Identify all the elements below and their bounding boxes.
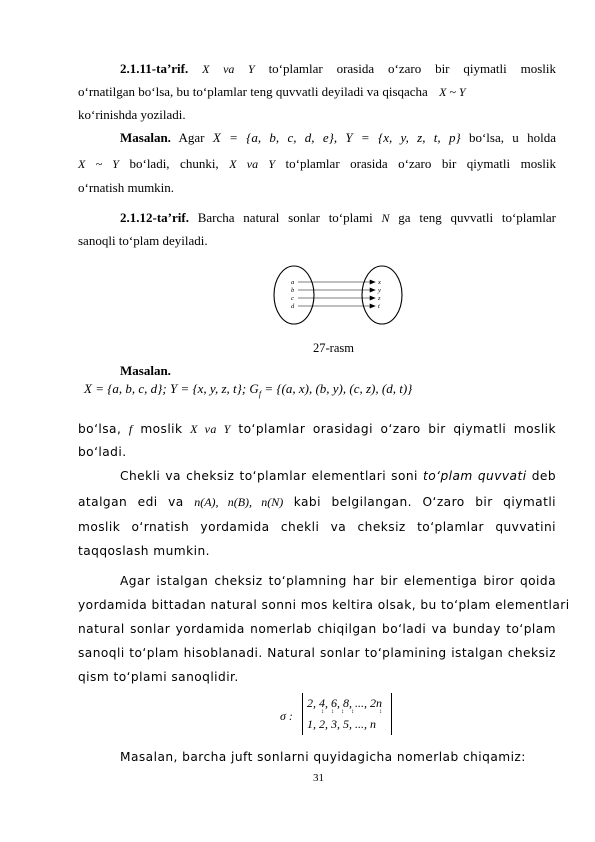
definition-term: 2.1.12-ta’rif. xyxy=(120,210,189,225)
sigma-label: σ : xyxy=(280,709,293,723)
paragraph-4-line-5: qism to‘plami sanoqlidir. xyxy=(78,670,239,684)
paragraph-4-line-1: Agar istalgan cheksiz to‘plamning har bir elementiga biror qoida xyxy=(120,574,556,588)
math-x-va-y: X va Y xyxy=(202,62,255,76)
math-n: N xyxy=(381,211,390,225)
text: bo‘ladi, chunki, xyxy=(129,156,219,171)
text: kabi belgilangan. O‘zaro bir qiymatli xyxy=(293,495,556,509)
example-label: Masalan. xyxy=(120,363,171,378)
text: Agar xyxy=(178,130,205,145)
definition-2-1-11-line-1 xyxy=(120,61,556,77)
text: ga teng quvvatli to‘plamlar xyxy=(398,210,556,225)
definition-2-1-12-line-1 xyxy=(120,210,556,226)
left-label-c: c xyxy=(291,295,294,302)
text: to‘plamlar orasida o‘zaro bir qiymatli moslik xyxy=(285,156,557,171)
text: Barcha natural sonlar to‘plami xyxy=(197,210,373,225)
text: u xyxy=(512,130,519,145)
paragraph-3-line-4: taqqoslash mumkin. xyxy=(78,544,210,558)
right-label-y: y xyxy=(378,287,381,294)
paragraph-4-line-3: natural sonlar yordamida nomerlab chiqilgan bo‘ladi va bunday to‘plam xyxy=(78,622,556,636)
definition-2-1-11-line-3: ko‘rinishda yoziladi. xyxy=(78,107,186,122)
set-y-ellipse xyxy=(362,266,402,324)
formula-subscript: f xyxy=(258,389,262,399)
matrix-arrows: ↕ ↕ ↕ ↕ ↕ xyxy=(321,709,382,715)
term-italic: to‘plam quvvati xyxy=(423,469,527,483)
arrowhead xyxy=(370,304,375,308)
math-x-equiv-y: X ~ Y xyxy=(78,157,119,171)
example-2-line-2 xyxy=(78,421,556,437)
page-number: 31 xyxy=(313,772,324,784)
left-label-d: d xyxy=(291,303,295,310)
arrowhead xyxy=(370,288,375,292)
text: to‘plamlar orasida o‘zaro bir qiymatli moslik xyxy=(268,61,556,76)
math-x-equiv-y: X ~ Y xyxy=(439,85,466,99)
paragraph-5-line-1: Masalan, barcha juft sonlarni quyidagicha nomerlab chiqamiz: xyxy=(120,750,526,764)
paragraph-3-line-1 xyxy=(120,468,556,484)
math-x-va-y: X va Y xyxy=(229,157,275,171)
math-f: f xyxy=(128,422,133,436)
left-label-b: b xyxy=(291,287,295,294)
example-label: Masalan. xyxy=(120,130,171,145)
text: to‘plamlar orasidagi o‘zaro bir qiymatli moslik xyxy=(238,422,556,436)
text: o‘rnatilgan bo‘lsa, bu to‘plamlar teng quvvatli deyiladi va qisqacha xyxy=(78,84,428,99)
text: deb xyxy=(531,469,557,483)
right-label-z: z xyxy=(378,295,381,302)
text: atalgan edi va xyxy=(78,495,184,509)
matrix-row-natural: 1, 2, 3, 5, ..., n xyxy=(307,717,376,731)
paragraph-4-line-2: yordamida bittadan natural sonni mos keltira olsak, bu to‘plam elementlari xyxy=(78,598,570,612)
definition-term: 2.1.11-ta’rif. xyxy=(120,61,189,76)
paragraph-3-line-3: moslik o‘rnatish yordamida chekli va cheksiz to‘plamlar quvvatini xyxy=(78,520,556,534)
math-formula-gf xyxy=(84,381,412,403)
text: Chekli va cheksiz to‘plamlar elementlari soni xyxy=(120,469,418,483)
left-label-a: a xyxy=(291,279,295,286)
math-sets: X = {a, b, c, d, e}, Y = {x, y, z, t, p} xyxy=(212,130,461,145)
set-x-ellipse xyxy=(274,266,314,324)
text: bo‘lsa, xyxy=(78,422,122,436)
example-1-line-3: o‘rnatish mumkin. xyxy=(78,180,175,195)
formula-part: = {(a, x), (b, y), (c, z), (d, t)} xyxy=(261,381,413,396)
text: moslik xyxy=(140,422,183,436)
matrix-row-even: 2, 4, 6, 8, ..., 2n xyxy=(307,696,382,710)
paragraph-3-line-2 xyxy=(78,494,556,510)
definition-2-1-12-line-2: sanoqli to‘plam deyiladi. xyxy=(78,233,208,248)
arrowhead xyxy=(370,280,375,284)
example-1-line-2 xyxy=(78,156,556,172)
right-label-x: x xyxy=(378,279,381,286)
math-x-va-y: X va Y xyxy=(190,422,231,436)
bijection-diagram xyxy=(270,262,410,328)
math-cardinalities: n(A), n(B), n(N) xyxy=(194,495,284,509)
paragraph-4-line-4: sanoqli to‘plam hisoblanadi. Natural sonlar to‘plamining istalgan cheksiz xyxy=(78,646,556,660)
text: bo‘lsa, xyxy=(468,130,504,145)
arrowhead xyxy=(370,296,375,300)
right-label-t: t xyxy=(378,303,380,310)
formula-part: X = {a, b, c, d}; Y = {x, y, z, t}; G xyxy=(84,381,259,396)
definition-2-1-11-line-2 xyxy=(78,84,466,100)
text: holda xyxy=(527,130,556,145)
example-1-line-1 xyxy=(120,130,556,146)
example-2-line-3: bo‘ladi. xyxy=(78,445,127,459)
sigma-matrix xyxy=(302,693,392,735)
figure-caption: 27-rasm xyxy=(313,341,354,355)
